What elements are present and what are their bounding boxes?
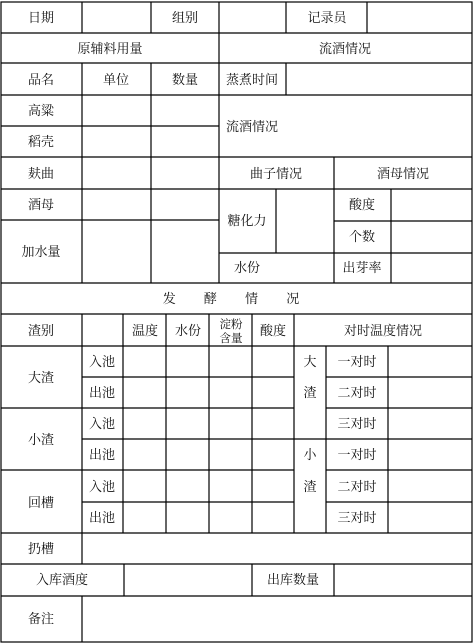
xiao-time-1: 一对时 [337, 448, 377, 463]
output-qty-label: 出库数量 [266, 573, 320, 588]
da-out-pool: 出池 [88, 386, 116, 401]
da-time-1: 一对时 [337, 355, 377, 370]
materials-section-title: 原辅料用量 [77, 42, 143, 57]
item-water-added: 加水量 [21, 245, 61, 260]
xiao-time-3: 三对时 [337, 511, 377, 526]
fill-cells[interactable] [83, 3, 471, 641]
storage-abv-label: 入库酒度 [35, 573, 89, 588]
side-da-top: 大 [303, 355, 317, 370]
yeast-acidity-label: 酸度 [348, 198, 376, 213]
col-unit-label: 单位 [102, 73, 130, 88]
recorder-field[interactable] [368, 3, 471, 32]
remarks-label: 备注 [27, 612, 55, 627]
group-label: 组别 [171, 11, 199, 26]
recorder-label: 记录员 [307, 11, 347, 26]
yeast-count-label: 个数 [348, 230, 376, 245]
item-sorghum: 高粱 [27, 104, 55, 119]
qu-moisture-label: 水份 [233, 261, 261, 276]
yeast-status-title: 酒母情况 [376, 167, 430, 182]
date-label: 日期 [27, 11, 55, 26]
da-time-3: 三对时 [337, 417, 377, 432]
steam-time-label: 蒸煮时间 [225, 73, 279, 88]
group-field[interactable] [220, 3, 285, 32]
residue-xiao: 小渣 [27, 433, 55, 448]
item-yeast: 酒母 [27, 198, 55, 213]
item-rice-husk: 稻壳 [27, 135, 55, 150]
col-qty-label: 数量 [171, 73, 199, 88]
xiao-in-pool: 入池 [88, 417, 116, 432]
col-moisture-label: 水份 [174, 324, 202, 339]
side-xiao-bottom: 渣 [303, 480, 317, 495]
steam-time-field[interactable] [287, 64, 471, 94]
output-qty-field[interactable] [335, 565, 471, 595]
col-temp-label: 温度 [131, 324, 159, 339]
qu-status-title: 曲子情况 [249, 167, 303, 182]
da-in-pool: 入池 [88, 355, 116, 370]
liquor-flow-section-title: 流酒情况 [318, 42, 372, 57]
col-residue-label: 渣别 [27, 324, 55, 339]
saccharifying-power-label: 糖化力 [227, 214, 267, 229]
col-temp-status-label: 对时温度情况 [343, 324, 423, 339]
residue-huicao: 回槽 [27, 496, 55, 511]
xiao-time-2: 二对时 [337, 480, 377, 495]
xiao-out-pool: 出池 [88, 448, 116, 463]
date-field[interactable] [83, 3, 150, 32]
huicao-in-pool: 入池 [88, 480, 116, 495]
remarks-field[interactable] [83, 597, 471, 641]
liquor-flow-label: 流酒情况 [225, 120, 279, 135]
col-name-label: 品名 [27, 73, 55, 88]
side-xiao-top: 小 [303, 448, 317, 463]
fermentation-section-title: 发 酵 情 况 [162, 292, 312, 307]
residue-rengcao: 扔槽 [27, 542, 55, 557]
side-da-bottom: 渣 [303, 386, 317, 401]
item-bran-koji: 麸曲 [27, 167, 55, 182]
huicao-out-pool: 出池 [88, 511, 116, 526]
da-time-2: 二对时 [337, 386, 377, 401]
col-acidity-label: 酸度 [259, 324, 287, 339]
col-starch-label-line2: 含量 [219, 331, 243, 345]
col-starch-label-line1: 淀粉 [219, 317, 243, 331]
storage-abv-field[interactable] [125, 565, 251, 595]
germination-rate-label: 出芽率 [342, 261, 382, 276]
residue-da: 大渣 [27, 371, 55, 386]
